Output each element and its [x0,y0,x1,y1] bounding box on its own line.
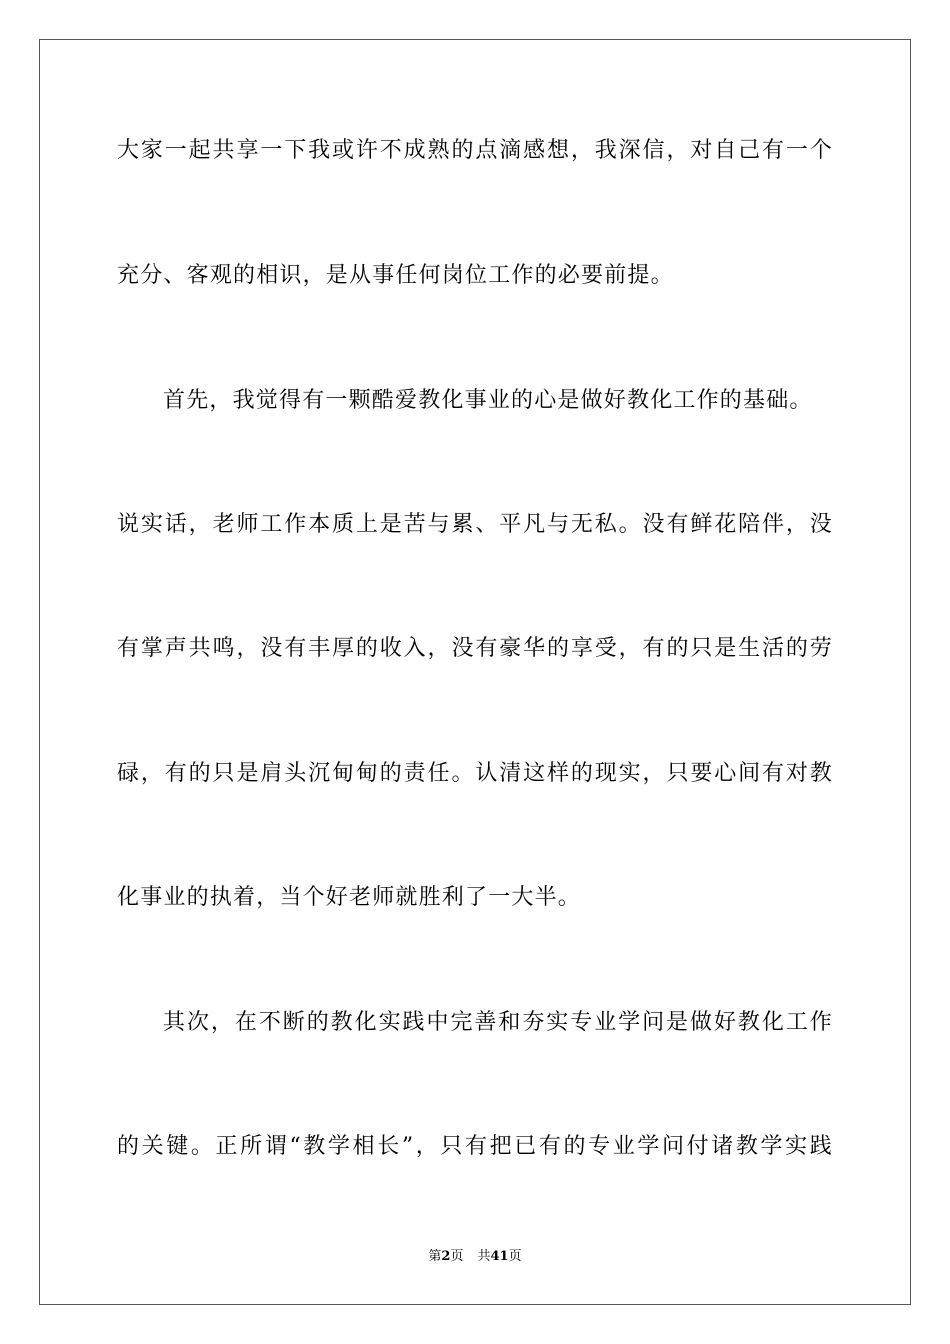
footer-total-suffix: 页 [508,1249,522,1264]
text-line-7: 化事业的执着，当个好老师就胜利了一大半。 [117,885,582,910]
text-line-4: 说实话，老师工作本质上是苦与累、平凡与无私。没有鲜花陪伴，没 [117,512,833,537]
text-line-2: 充分、客观的相识，是从事任何岗位工作的必要前提。 [117,263,674,288]
page-footer [0,1248,950,1266]
text-line-9: 的关键。正所谓“教学相长”，只有把已有的专业学问付诸教学实践 [117,1134,833,1159]
footer-page-suffix: 页 [450,1249,464,1264]
page-frame [39,39,911,1305]
text-line-6: 碌，有的只是肩头沉甸甸的责任。认清这样的现实，只要心间有对教 [117,761,833,786]
footer-total-prefix: 共 [477,1249,491,1264]
text-line-1: 大家一起共享一下我或许不成熟的点滴感想，我深信，对自己有一个 [117,138,833,163]
footer-page-total: 41 [490,1249,509,1264]
text-line-3: 首先，我觉得有一颗酷爱教化事业的心是做好教化工作的基础。 [163,388,813,413]
footer-page-current: 2 [441,1249,451,1264]
text-line-8: 其次，在不断的教化实践中完善和夯实专业学问是做好教化工作 [163,1010,833,1035]
footer-page-prefix: 第 [428,1249,442,1264]
text-line-5: 有掌声共鸣，没有丰厚的收入，没有豪华的享受，有的只是生活的劳 [117,636,833,661]
